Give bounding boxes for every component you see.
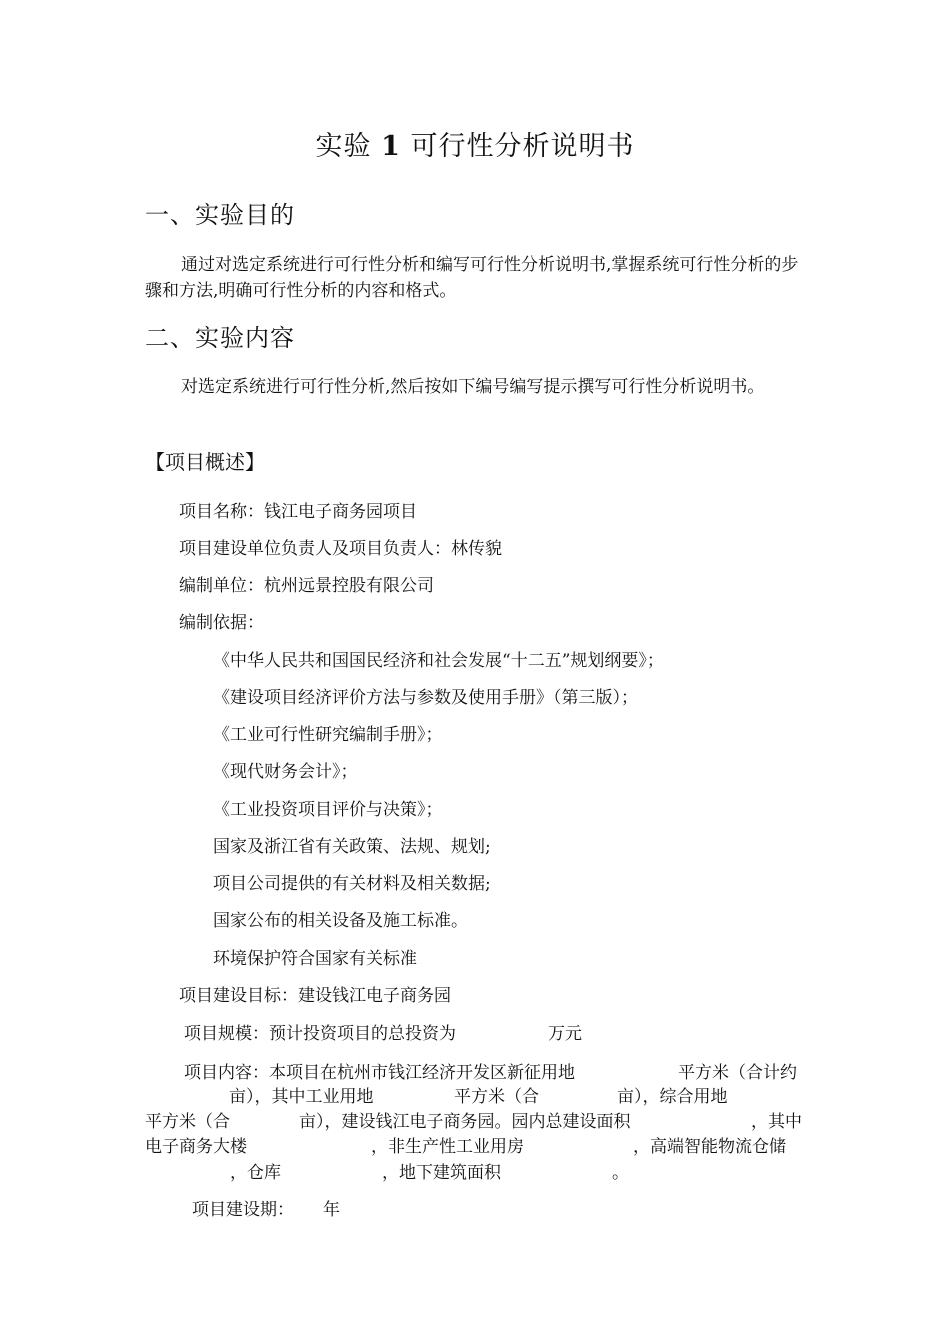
basis-item: 国家及浙江省有关政策、法规、规划; bbox=[213, 837, 491, 857]
project-goal: 项目建设目标：建设钱江电子商务园 bbox=[179, 986, 451, 1006]
project-content-text: ，高端智能物流仓储 bbox=[633, 1137, 786, 1157]
project-content-text: 亩），综合用地 bbox=[617, 1087, 728, 1107]
project-scale-unit: 万元 bbox=[548, 1024, 582, 1044]
project-content-text: ，非生产性工业用房 bbox=[371, 1137, 524, 1157]
section-heading-content: 二、实验内容 bbox=[145, 324, 295, 352]
page-title: 实验 1 可行性分析说明书 bbox=[315, 131, 635, 162]
basis-item: 环境保护符合国家有关标准 bbox=[213, 949, 417, 969]
basis-item: 《工业可行性研究编制手册》； bbox=[213, 725, 443, 745]
project-scale: 项目规模：预计投资项目的总投资为 bbox=[184, 1024, 456, 1044]
basis-item: 《中华人民共和国国民经济和社会发展“十二五”规划纲要》； bbox=[213, 651, 664, 671]
section-body-purpose: 通过对选定系统进行可行性分析和编写可行性分析说明书,掌握系统可行性分析的步骤和方法,明确可行性分析的内容和格式。 bbox=[145, 255, 799, 301]
project-name: 项目名称：钱江电子商务园项目 bbox=[179, 502, 417, 522]
overview-heading: 【项目概述】 bbox=[145, 450, 265, 474]
project-content-text: ，仓库 bbox=[230, 1163, 281, 1183]
basis-item: 项目公司提供的有关材料及相关数据; bbox=[213, 874, 491, 894]
project-content-text: 。 bbox=[612, 1163, 629, 1183]
project-content-text: 平方米（合计约 bbox=[678, 1063, 797, 1083]
project-content-text: 亩），其中工业用地 bbox=[229, 1087, 374, 1107]
basis-item: 《建设项目经济评价方法与参数及使用手册》（第三版）； bbox=[213, 688, 638, 708]
section-heading-purpose: 一、实验目的 bbox=[145, 201, 295, 229]
project-content-text: ，地下建筑面积 bbox=[382, 1163, 501, 1183]
project-period-unit: 年 bbox=[323, 1200, 340, 1220]
project-content-text: 项目内容：本项目在杭州市钱江经济开发区新征用地 bbox=[184, 1063, 575, 1083]
project-content-text: 平方米（合 bbox=[145, 1112, 230, 1132]
basis-item: 国家公布的相关设备及施工标准。 bbox=[213, 911, 468, 931]
basis-item: 《现代财务会计》； bbox=[213, 762, 358, 782]
project-leader: 项目建设单位负责人及项目负责人：林传貌 bbox=[179, 539, 502, 559]
project-content-text: 平方米（合 bbox=[454, 1087, 539, 1107]
project-content-text: ，其中 bbox=[751, 1112, 802, 1132]
compiling-unit: 编制单位：杭州远景控股有限公司 bbox=[179, 576, 434, 596]
project-content-text: 电子商务大楼 bbox=[145, 1137, 247, 1157]
section-body-content: 对选定系统进行可行性分析,然后按如下编号编写提示撰写可行性分析说明书。 bbox=[181, 377, 765, 397]
project-content-text: 亩），建设钱江电子商务园。园内总建设面积 bbox=[299, 1112, 631, 1132]
basis-label: 编制依据： bbox=[179, 613, 264, 633]
basis-item: 《工业投资项目评价与决策》； bbox=[213, 800, 443, 820]
project-period: 项目建设期： bbox=[192, 1200, 294, 1220]
